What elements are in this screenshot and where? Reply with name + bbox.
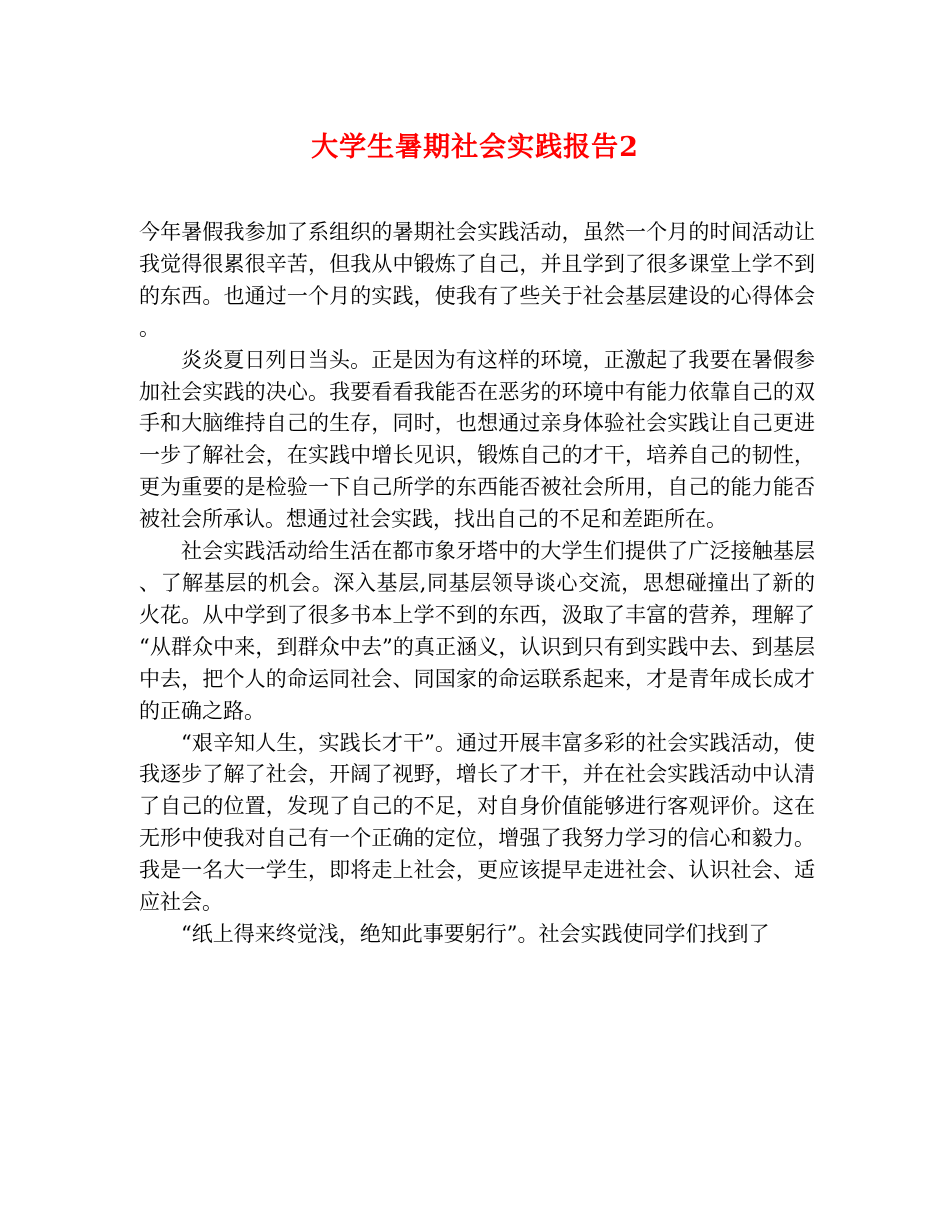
- paragraph-4: “艰辛知人生，实践长才干”。通过开展丰富多彩的社会实践活动，使我逐步了解了社会，开阔了视野，增长了才干，并在社会实践活动中认清了自己的位置，发现了自己的不足，对自身价值能够进行客观评价。这在无形中使我对自己有一个正确的定位，增强了我努力学习的信心和毅力。我是一名大一学生，即将走上社会，更应该提早走进社会、认识社会、适应社会。: [139, 730, 815, 915]
- paragraph-5: “纸上得来终觉浅，绝知此事要躬行”。社会实践使同学们找到了: [181, 921, 770, 946]
- paragraph-3: 社会实践活动给生活在都市象牙塔中的大学生们提供了广泛接触基层、了解基层的机会。深入基层,同基层领导谈心交流，思想碰撞出了新的火花。从中学到了很多书本上学不到的东西，汲取了丰富的营养，理解了“从群众中来，到群众中去”的真正涵义，认识到只有到实践中去、到基层中去，把个人的命运同社会、同国家的命运联系起来，才是青年成长成才的正确之路。: [139, 539, 815, 723]
- paragraph-2: 炎炎夏日列日当头。正是因为有这样的环境，正激起了我要在暑假参加社会实践的决心。我要看看我能否在恶劣的环境中有能力依靠自己的双手和大脑维持自己的生存，同时，也想通过亲身体验社会实践让自己更进一步了解社会，在实践中增长见识，锻炼自己的才干，培养自己的韧性，更为重要的是检验一下自己所学的东西能否被社会所用，自己的能力能否被社会所承认。想通过社会实践，找出自己的不足和差距所在。: [139, 347, 815, 532]
- document-body: [139, 217, 815, 951]
- document-title: 大学生暑期社会实践报告2: [311, 132, 639, 163]
- paragraph-1: 今年暑假我参加了系组织的暑期社会实践活动，虽然一个月的时间活动让我觉得很累很辛苦，但我从中锻炼了自己，并且学到了很多课堂上学不到的东西。也通过一个月的实践，使我有了些关于社会基层建设的心得体会。: [139, 220, 815, 340]
